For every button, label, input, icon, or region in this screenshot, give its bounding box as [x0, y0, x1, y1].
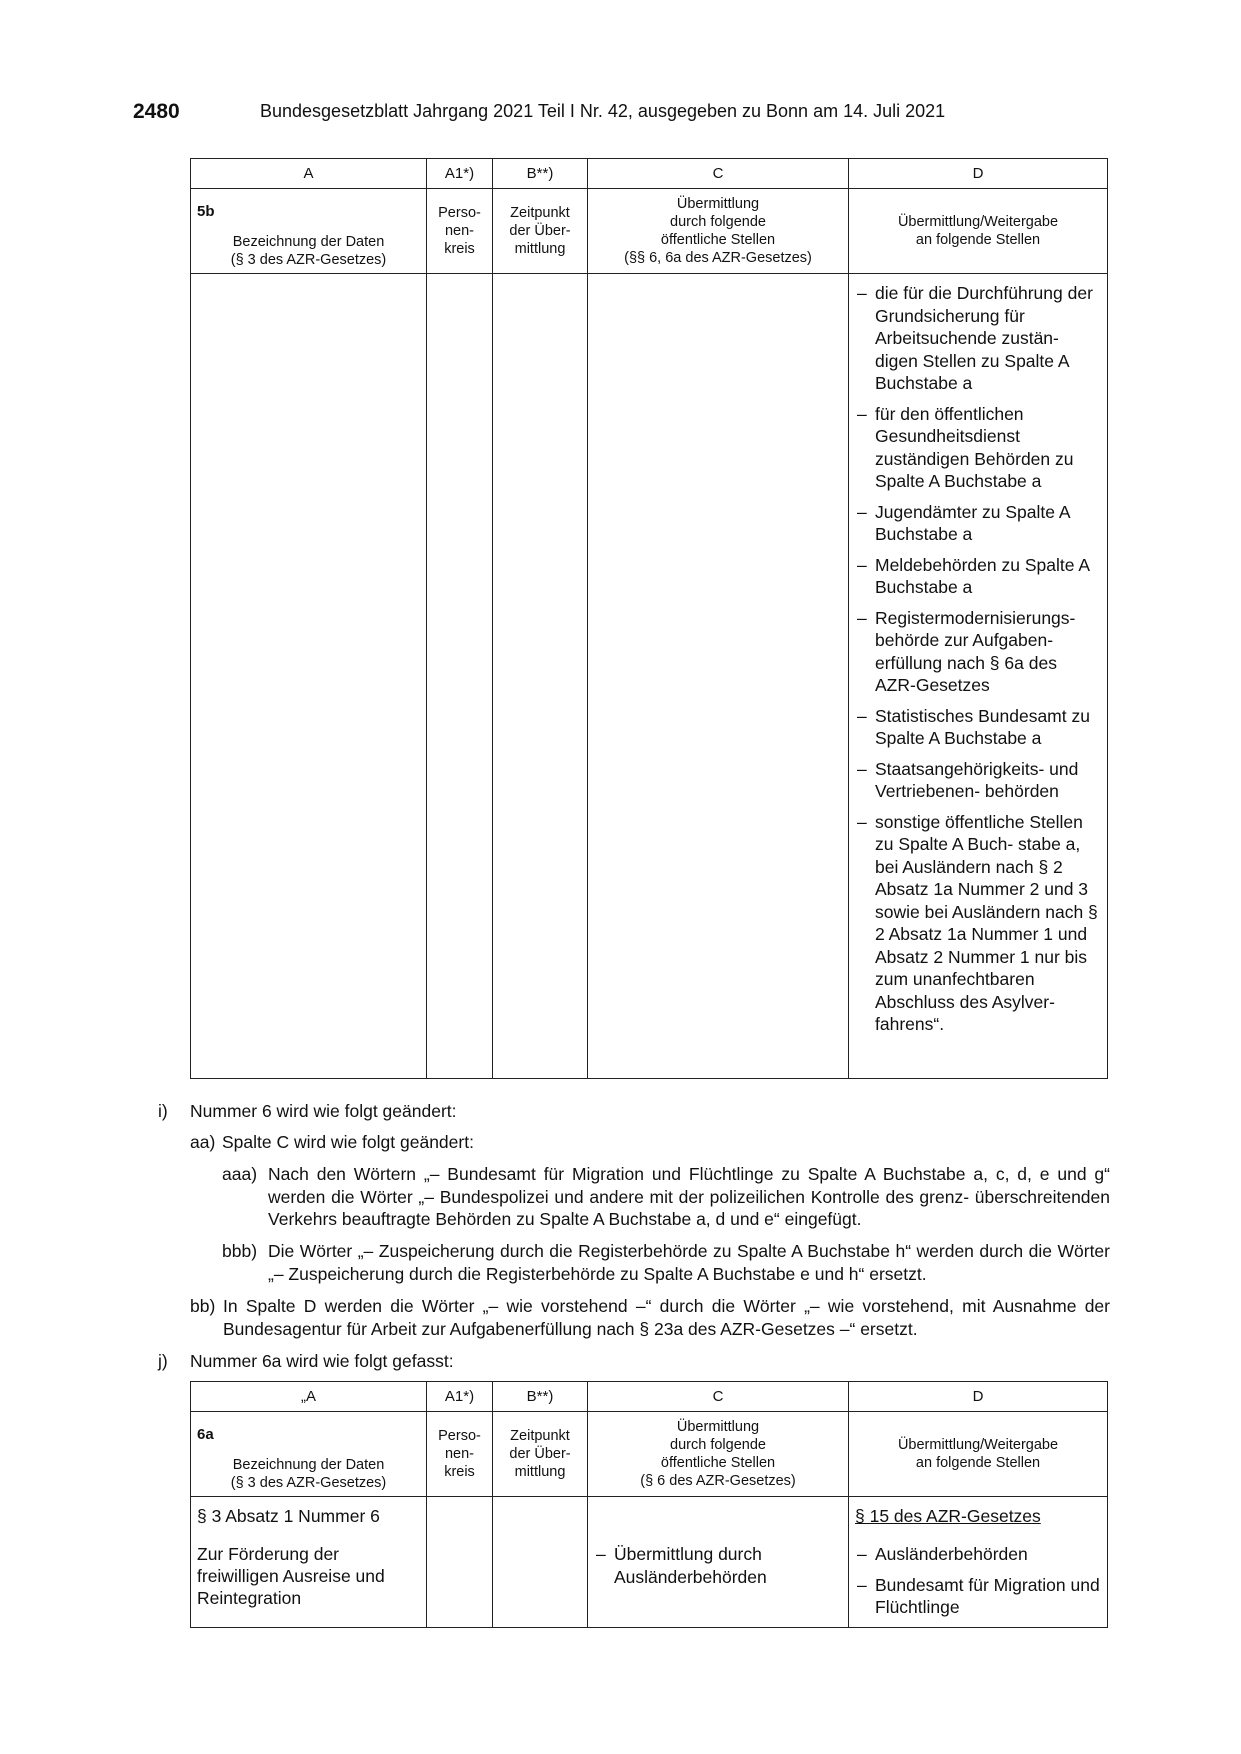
column-a-desc-line: Bezeichnung der Daten	[232, 1457, 385, 1473]
list-item: – Staatsangehörigkeits- und Vertriebenen- behörden	[855, 758, 1101, 803]
description-row	[191, 1412, 1108, 1497]
paragraph-text: Nummer 6 wird wie folgt geändert:	[190, 1101, 457, 1121]
column-header-row	[191, 1382, 1108, 1412]
list-item: – Statistisches Bundesamt zu Spalte A Buchstabe a	[855, 705, 1101, 750]
desc-line: Übermittlung	[676, 196, 760, 212]
column-a-body	[191, 1497, 427, 1628]
desc-line: durch folgende	[670, 214, 766, 230]
page-number: 2480	[133, 100, 180, 123]
column-head-b: B**)	[493, 1382, 588, 1412]
description-row	[191, 189, 1108, 274]
paragraph-text: Die Wörter „– Zuspeicherung durch die Registerbehörde zu Spalte A Buchstabe h“ werden durch die Wörter „– Zuspeicherung durch die Registerbehörde zu Spalte A Buchstabe e und h“ ersetzt.	[268, 1241, 1110, 1284]
paragraph-bb	[190, 1295, 1110, 1340]
desc-line: mittlung	[514, 1464, 566, 1480]
column-d-body	[849, 1497, 1108, 1628]
desc-line: öffentliche Stellen	[660, 1455, 776, 1471]
list-item: – sonstige öffentliche Stellen zu Spalte A Buch- stabe a, bei Ausländern nach § 2 Absatz 1a Nummer 2 und 3 sowie bei Ausländern nach § 2 Absatz 1a Nummer 1 und Absatz 2 Nummer 1 nur bis zum unanfechtbaren Abschluss des Asylver- fahrens“.	[855, 811, 1101, 1036]
content-row	[191, 1497, 1108, 1628]
column-c-description	[588, 189, 849, 274]
desc-line: Zeitpunkt	[510, 205, 570, 221]
column-b-body	[493, 1497, 588, 1628]
data-designation: § 3 Absatz 1 Nummer 6	[197, 1506, 380, 1526]
paragraph-bbb	[222, 1240, 1110, 1285]
column-b-body	[493, 274, 588, 1079]
row-number: 5b	[197, 203, 215, 220]
column-a-desc-line: (§ 3 des AZR-Gesetzes)	[230, 1475, 387, 1491]
column-a1-body	[427, 274, 493, 1079]
column-a-desc-line: (§ 3 des AZR-Gesetzes)	[230, 252, 387, 268]
column-a1-description	[427, 189, 493, 274]
table-6a	[190, 1381, 1108, 1628]
recipient-list	[849, 1527, 1107, 1619]
column-head-b: B**)	[493, 159, 588, 189]
content-row	[191, 274, 1108, 1079]
column-head-a: A	[191, 159, 427, 189]
paragraph-label: aaa)	[222, 1164, 258, 1184]
paragraph-label: j)	[158, 1351, 168, 1371]
desc-line: nen-	[444, 223, 475, 239]
column-a-body	[191, 274, 427, 1079]
list-item: – Jugendämter zu Spalte A Buchstabe a	[855, 501, 1101, 546]
paragraph-label: bbb)	[222, 1241, 258, 1261]
column-head-d: D	[849, 159, 1108, 189]
desc-line: kreis	[444, 241, 475, 257]
paragraph-label: bb)	[190, 1296, 216, 1316]
list-item: – Ausländerbehörden	[855, 1543, 1101, 1566]
desc-line: der Über-	[509, 223, 571, 239]
column-c-body	[588, 274, 849, 1079]
column-d-description	[849, 189, 1108, 274]
desc-line: durch folgende	[670, 1437, 766, 1453]
column-head-a1: A1*)	[427, 159, 493, 189]
desc-line: der Über-	[509, 1446, 571, 1462]
paragraph-label: aa)	[190, 1132, 216, 1152]
row-number: 6a	[197, 1426, 214, 1443]
desc-line: (§§ 6, 6a des AZR-Gesetzes)	[624, 250, 812, 266]
column-head-c: C	[588, 1382, 849, 1412]
transmitter-list	[588, 1497, 848, 1588]
desc-line: an folgende Stellen	[915, 232, 1041, 248]
column-b-description	[493, 1412, 588, 1497]
desc-line: an folgende Stellen	[915, 1455, 1041, 1471]
column-a-desc-line: Bezeichnung der Daten	[232, 234, 385, 250]
desc-line: Übermittlung	[676, 1419, 760, 1435]
desc-line: nen-	[444, 1446, 475, 1462]
column-d-body	[849, 274, 1108, 1079]
paragraph-aaa	[222, 1163, 1110, 1231]
column-a-description	[191, 1412, 427, 1497]
desc-line: Perso-	[438, 1428, 481, 1444]
column-head-a1: A1*)	[427, 1382, 493, 1412]
column-c-description	[588, 1412, 849, 1497]
list-item: – Übermittlung durch Ausländerbehörden	[594, 1543, 842, 1588]
desc-line: Übermittlung/Weitergabe	[897, 1437, 1059, 1453]
column-head-c: C	[588, 159, 849, 189]
table-5b	[190, 158, 1108, 1079]
list-item: – Bundesamt für Migration und Flüchtlinge	[855, 1574, 1101, 1619]
column-a1-body	[427, 1497, 493, 1628]
paragraph-text: Spalte C wird wie folgt geändert:	[222, 1132, 474, 1152]
paragraph-text: Nummer 6a wird wie folgt gefasst:	[190, 1351, 454, 1371]
desc-line: (§ 6 des AZR-Gesetzes)	[640, 1473, 796, 1489]
desc-line: Zeitpunkt	[510, 1428, 570, 1444]
column-c-body	[588, 1497, 849, 1628]
paragraph-text: Nach den Wörtern „– Bundesamt für Migration und Flüchtlinge zu Spalte A Buchstabe a, c, d, e und g“ werden die Wörter „– Bundespolizei und andere mit der polizeilichen Kontrolle des grenz- überschreitenden Verkehrs beauftragte Behörden zu Spalte A Buchstabe a, d und e“ eingefügt.	[268, 1164, 1110, 1229]
column-d-description	[849, 1412, 1108, 1497]
column-head-d: D	[849, 1382, 1108, 1412]
paragraph-text: In Spalte D werden die Wörter „– wie vorstehend –“ durch die Wörter „– wie vorstehend, mit Ausnahme der Bundesagentur für Arbeit zur Aufgabenerfüllung nach § 23a des AZR-Gesetzes –“ ersetzt.	[223, 1296, 1110, 1339]
column-b-description	[493, 189, 588, 274]
running-head: Bundesgesetzblatt Jahrgang 2021 Teil I Nr. 42, ausgegeben zu Bonn am 14. Juli 2021	[260, 101, 946, 121]
desc-line: öffentliche Stellen	[660, 232, 776, 248]
desc-line: mittlung	[514, 241, 566, 257]
desc-line: kreis	[444, 1464, 475, 1480]
desc-line: Perso-	[438, 205, 481, 221]
list-item: – für den öffentlichen Gesundheitsdienst zuständigen Behörden zu Spalte A Buchstabe a	[855, 403, 1101, 493]
desc-line: Übermittlung/Weitergabe	[897, 214, 1059, 230]
legal-reference: § 15 des AZR-Gesetzes	[855, 1506, 1041, 1526]
list-item: – Registermodernisierungs- behörde zur Aufgaben- erfüllung nach § 6a des AZR-Gesetzes	[855, 607, 1101, 697]
column-a-description	[191, 189, 427, 274]
paragraph-label: i)	[158, 1101, 168, 1121]
column-head-a: „A	[191, 1382, 427, 1412]
column-header-row	[191, 159, 1108, 189]
data-purpose: Zur Förderung der freiwilligen Ausreise und Reintegration	[197, 1544, 385, 1608]
column-a1-description	[427, 1412, 493, 1497]
recipient-list	[849, 274, 1107, 1036]
list-item: – Meldebehörden zu Spalte A Buchstabe a	[855, 554, 1101, 599]
list-item: – die für die Durchführung der Grundsicherung für Arbeitsuchende zustän- digen Stellen zu Spalte A Buchstabe a	[855, 282, 1101, 395]
